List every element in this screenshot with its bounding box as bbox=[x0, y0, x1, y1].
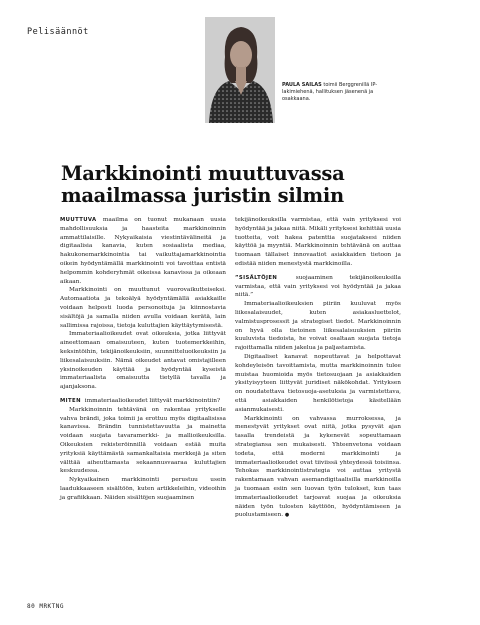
subheading-text: immateriaalioikeudet liittyvät markkinointiin? bbox=[84, 397, 221, 404]
paragraph: Markkinoinnin tehtävänä on rakentaa yritykselle vahva brändi, joka toimii ja erottuu myös digitaalisissa kanavissa. Brändin tunnistettavuutta ja mainetta voidaan suojata tavaramerkki- ja mallioikeuksilla. Oikeuksien rekisteröinnillä voidaan estää muita yrityksiä käyttämästä samankaltaisia merkkejä ja siten välttää aiheuttamasta sekaannusvaaraa kuluttajien keskuudessa. bbox=[60, 406, 226, 475]
portrait-caption bbox=[282, 82, 392, 103]
section-label: Pelisäännöt bbox=[27, 27, 89, 37]
paragraph: tekijänoikeuksilla varmistaa, että vain yrityksesi voi hyödyntää ja jakaa niitä. Mikäli yrityksesi kehittää uusia tuotteita, voit hakea patenttia suojataksesi niiden käyttöä ja myyntiä. Markkinoinnin tehtävänä on auttaa tuomaan tällaiset innovaatiot asiakkaiden tietoon ja edistää niiden menestystä markkinoilla. bbox=[235, 217, 401, 267]
portrait-photo bbox=[205, 17, 275, 123]
caption-name: PAULA SAILAS bbox=[282, 82, 322, 88]
author-portrait bbox=[205, 17, 275, 123]
paragraph: Immateriaalioikeudet ovat oikeuksia, jotka liittyvät aineettomaan omaisuuteen, kuten tuotemerkkeihin, keksintöihin, tekijänoikeuksiin, suunnitteluoikeuksiin ja liikesalaisuuksiin. Nämä oikeudet antavat omistajilleen yksinoikeuden käyttää ja hyödyntää kyseistä immateriaalista omaisuutta tietyllä tavalla ja ajanjaksona. bbox=[60, 331, 226, 391]
caption-text: toimii Berggrenillä IP-lakimiehenä, hallituksen jäsenenä ja osakkaana. bbox=[282, 82, 378, 102]
subheading bbox=[60, 397, 226, 406]
paragraph bbox=[235, 415, 401, 521]
subheading-lead: MITEN bbox=[60, 397, 81, 404]
pull-quote bbox=[235, 274, 401, 300]
article-column-right bbox=[235, 216, 401, 520]
article-title: Markkinointi muuttuvassa maailmassa juristin silmin bbox=[61, 162, 345, 207]
page-footer: 80 MRKTNG bbox=[27, 603, 65, 610]
paragraph-text: Markkinointi on vahvassa murroksessa, ja menestyvät yritykset ovat niitä, jotka pysyvät ajan tasalla trendeistä ja kykenevät sopeuttamaan strategiansa sen mukaisesti. Yhteenvetona voidaan todeta, että moderni markkinointi ja immateriaalioikeudet ovat tiiviissä yhteydessä toisiinsa. Tehokas markkinointistrategia voi auttaa yritystä rakentamaan vahvan asemandigitaalisilla markkinoilla ja tuomaan esiin sen luovan työn tulokset, kun taas immateriaalioikeudet tarjoavat suojaa ja oikeuksia näiden työn tulosten käyttöön, hyödyntämiseen ja puolustamiseen. bbox=[235, 415, 401, 519]
lead-word: MUUTTUVA bbox=[60, 217, 97, 223]
paragraph: Digitaaliset kanavat nopeuttavat ja helpottavat kohdeyleisön tavoittamista, mutta markkinoinnin tulee muistaa huomioida myös tietosuojaan ja asiakkaiden yksityisyyteen liittyvät juridiset näkökohdat. Yrityksen on noudatettava tietosuoja-asetuksia ja varmistettava, että asiakkaiden henkilötietoja käsitellään asianmukaisesti. bbox=[235, 353, 401, 413]
pull-quote-lead: ”SISÄLTÖJEN bbox=[235, 274, 278, 281]
paragraph: Nykyaikainen markkinointi perustuu usein laadukkaaseen sisältöön, kuten artikkeleihin, videoihin ja grafiikkaan. Näiden sisältöjen suojaaminen bbox=[60, 477, 226, 501]
paragraph-text: maailma on tuonut mukanaan uusia mahdollisuuksia ja haasteita markkinoinnin ammattilaisille. Nykyaikaisia viestintävälineitä ja digitaalisia kanavia, kuten sosiaalista mediaa, hakukonemarkkinointia tai vaikuttajamarkkinointia oikein hyödyntämällä markkinointi voi tavoittaa entistä helpommin kohderyhmät oikeissa kanavissa ja oikeaan aikaan. bbox=[60, 217, 227, 285]
pull-quote-text: suojaaminen tekijänoikeuksilla varmistaa, että vain yrityksesi voi hyödyntää ja jakaa niitä.” bbox=[235, 274, 402, 299]
paragraph bbox=[60, 216, 226, 286]
paragraph: Immateriaalioikeuksien piiriin kuuluvat myös liikesalaisuudet, kuten asiakasluettelot, valmistusprosessit ja strategiset tiedot. Markkinoinnin on hyvä olla tietoinen liikesalaisuuksien piiriin kuuluvista tiedoista, he voivat osaltaan suojata tietoja rajoittamalla niiden jakelua ja paljastamista. bbox=[235, 301, 401, 352]
paragraph: Markkinointi on muuttunut vuorovaikutteiseksi. Automaatiota ja tekoälyä hyödyntämällä asiakkaille voidaan helposti luoda personoituja ja kiinnostavia sisältöjä ja samalla niiden avulla voidaan kerätä, lain sallimissa rajoissa, tietoja kuluttajien käyttäytymisestä. bbox=[60, 287, 226, 329]
article-column-left bbox=[60, 216, 226, 503]
end-mark-icon: ● bbox=[284, 512, 290, 519]
